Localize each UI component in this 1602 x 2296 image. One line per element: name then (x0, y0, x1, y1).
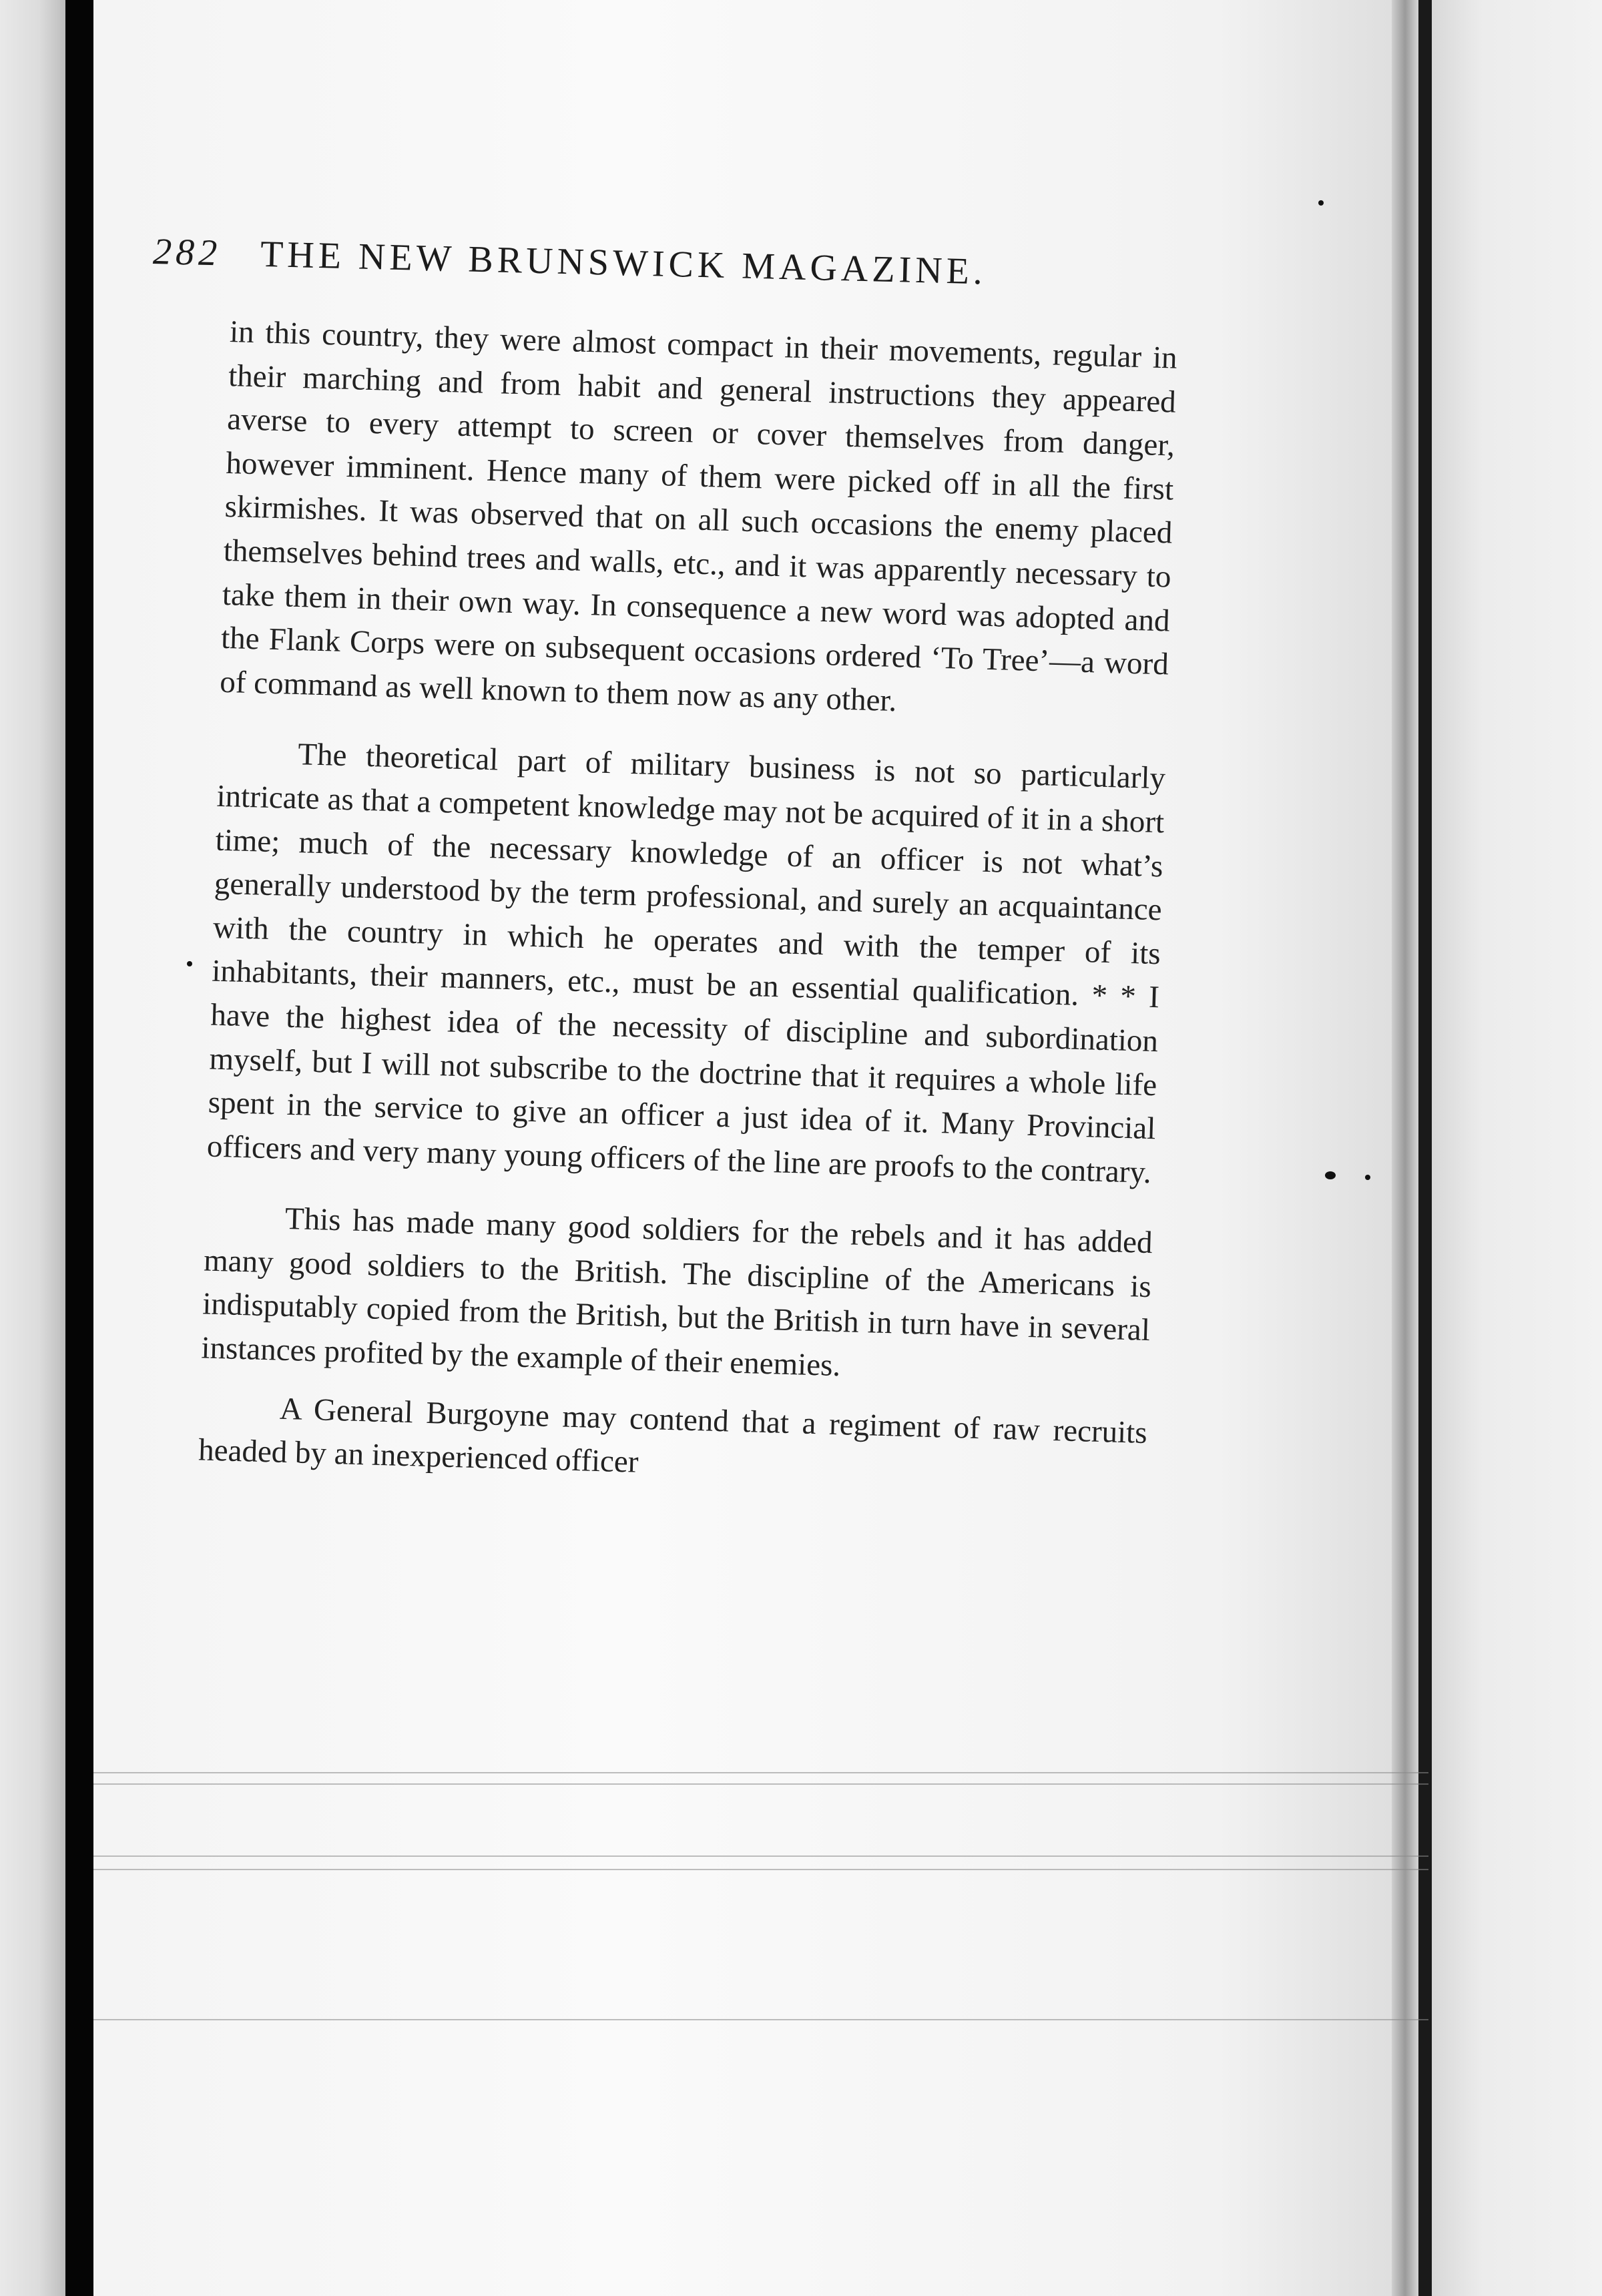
scan-border (1418, 0, 1432, 2296)
scan-line (93, 1772, 1428, 1773)
scan-line (93, 2019, 1428, 2020)
scan-line (93, 1869, 1428, 1870)
adjacent-page-strip (0, 0, 65, 2296)
dust-speck (1325, 1171, 1336, 1179)
paragraph-4: A General Burgoyne may contend that a regiment of raw recruits headed by an inexperienced officer (198, 1391, 1148, 1480)
dust-speck (1365, 1175, 1370, 1180)
paragraph-2: The theoretical part of military business is not so particularly intricate as that a competent knowledge may not be acquired of it in a short time; much of the necessary knowledge of an officer is not what’s generally understood by the term professional, and surely an acquaintance with the country in which he operates and with the temper of its inhabitants, their manners, etc., must be an essential qualification. * * I have the highest idea of the necessity of discipline and subordination myself, but I will not subscribe to the doctrine that it requires a whole life spent in the service to give an officer a just idea of it. Many Provincial officers and very many young officers of the line are proofs to the contrary. (206, 737, 1166, 1190)
scan-line (93, 1855, 1428, 1857)
paragraph-3: This has made many good soldiers for the rebels and it has added many good soldiers to the British. The discipline of the Americans is indisputably copied from the British, but the British in turn have in several instances profited by the example of their enemies. (200, 1201, 1153, 1384)
page-edge (1392, 0, 1418, 2296)
dust-speck (1318, 200, 1324, 206)
next-page-strip (1432, 0, 1602, 2296)
dust-speck (187, 961, 192, 966)
magazine-title: THE NEW BRUNSWICK MAGAZINE. (260, 233, 987, 293)
body-text (198, 310, 1177, 1499)
paragraph-1: in this country, they were almost compact in their movements, regular in their marching and from habit and general instructions they appeared averse to every attempt to screen or cover themselves from danger, however imminent. Hence many of them were picked off in all the first skirmishes. It was observed that on all such occasions the enemy placed themselves behind trees and walls, etc., and it was apparently necessary to take them in their own way. In consequence a new word was adopted and the Flank Corps were on subsequent occasions ordered ‘To Tree’—a word of command as well known to them now as any other. (219, 314, 1178, 718)
page-number: 282 (152, 230, 222, 274)
scan-line (93, 1783, 1428, 1785)
book-gutter (65, 0, 93, 2296)
